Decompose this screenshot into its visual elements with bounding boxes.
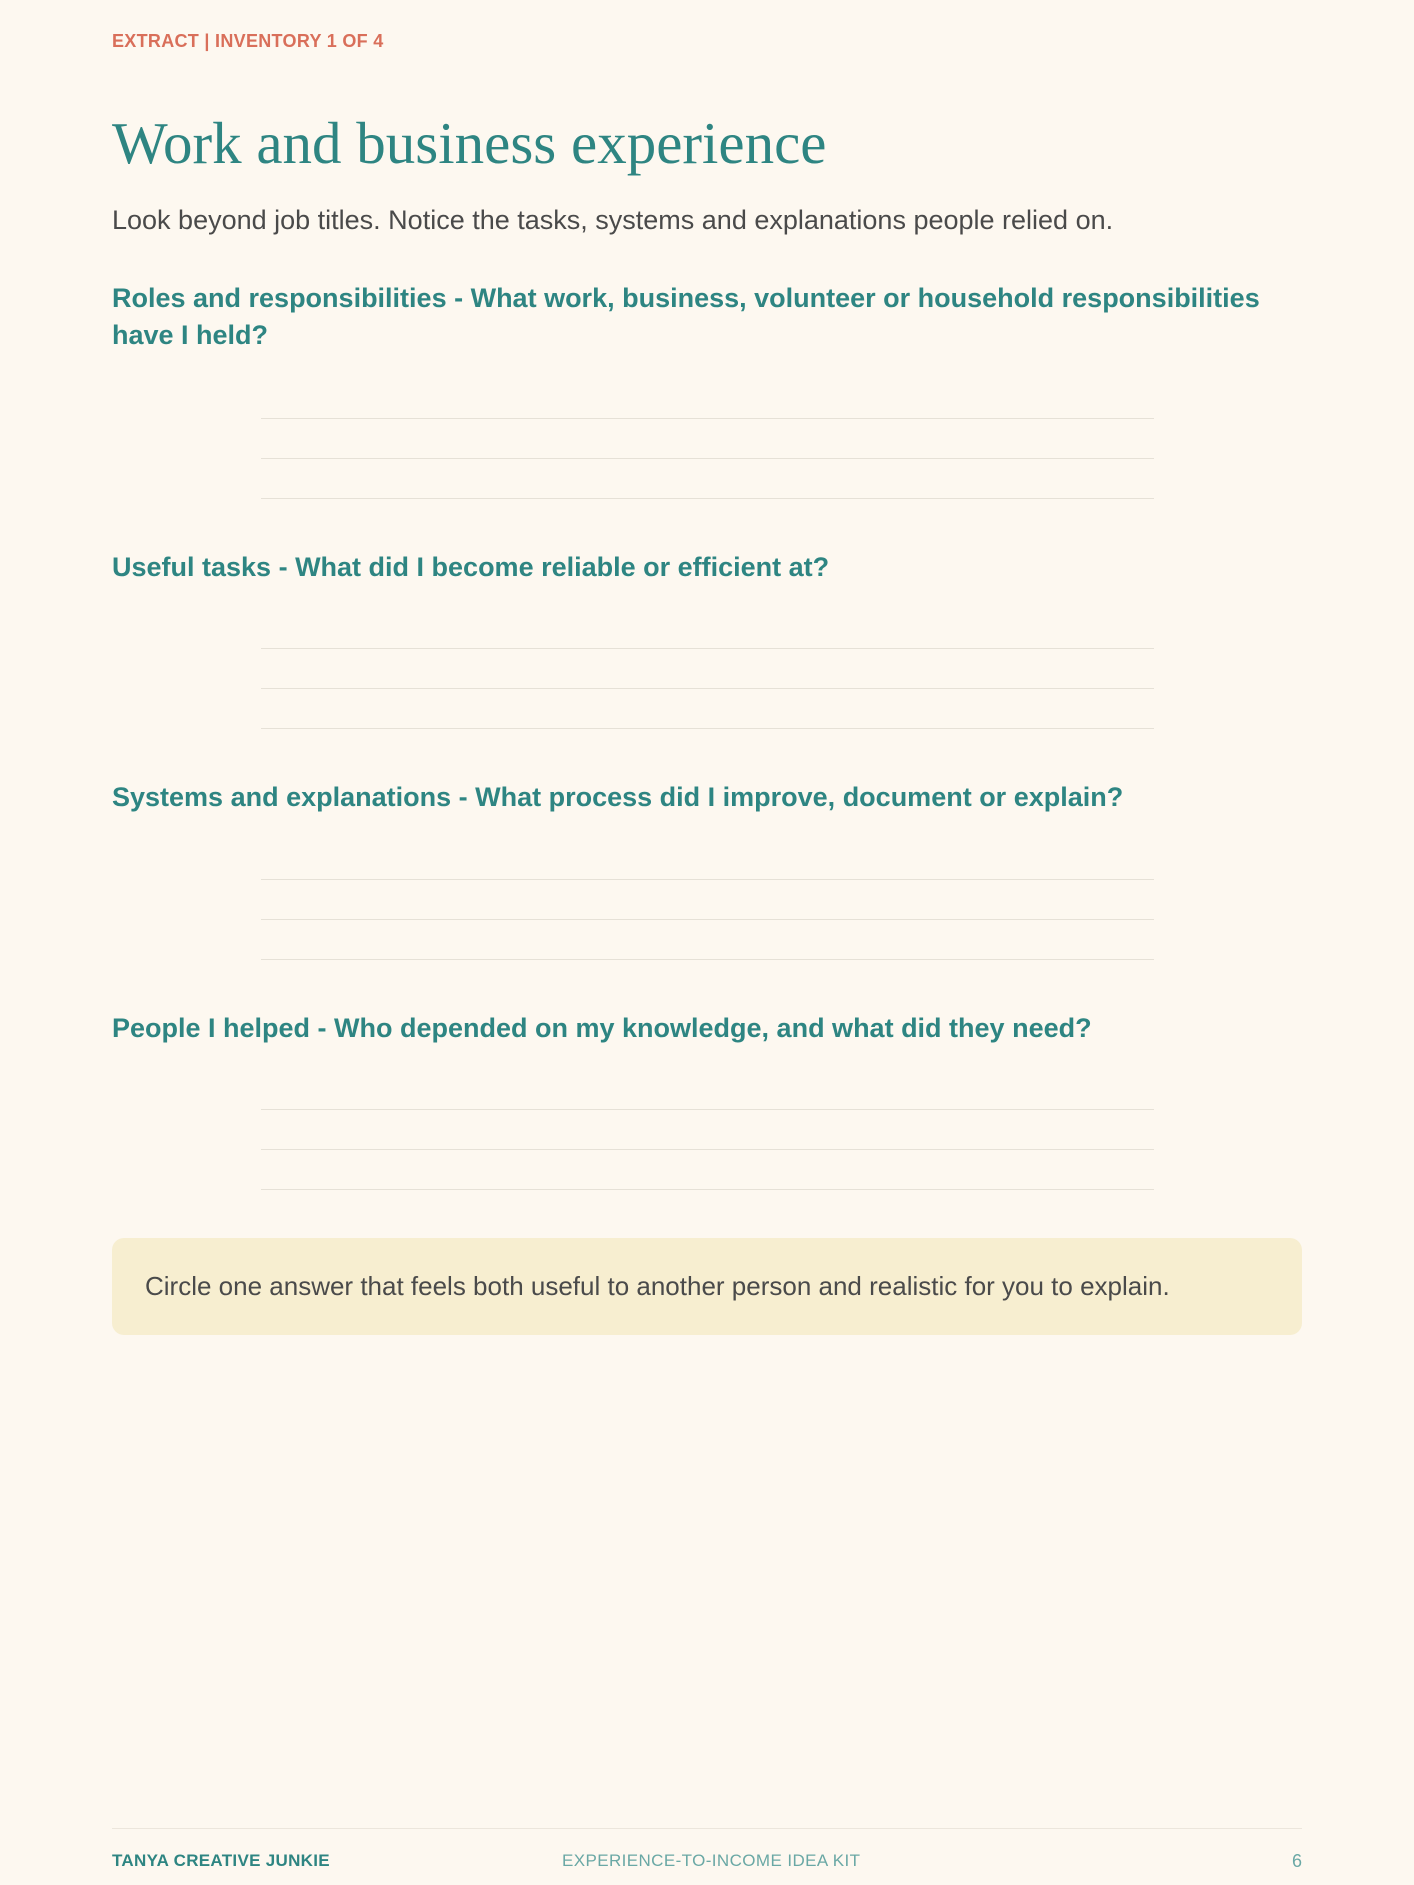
answer-line[interactable] [261,648,1154,649]
footer-divider [112,1828,1302,1829]
footer-kit-name: EXPERIENCE-TO-INCOME IDEA KIT [562,1851,861,1870]
page-title: Work and business experience [112,110,827,176]
answer-line[interactable] [261,879,1154,880]
section-heading: Systems and explanations - What process did I improve, document or explain? [112,782,1124,812]
answer-line[interactable] [261,498,1154,499]
answer-lines-roles [261,418,1154,538]
section-heading: Useful tasks - What did I become reliable or efficient at? [112,552,830,582]
section-useful-tasks [112,549,1302,586]
worksheet-page [112,0,1302,1885]
instruction-note [112,1238,1302,1335]
answer-line[interactable] [261,728,1154,729]
answer-line[interactable] [261,919,1154,920]
answer-line[interactable] [261,1109,1154,1110]
page-footer [112,1851,1302,1875]
answer-lines-people-helped [261,1109,1154,1229]
answer-lines-systems [261,879,1154,999]
page-subtitle: Look beyond job titles. Notice the tasks, systems and explanations people relied on. [112,205,1114,235]
page-number: 6 [1291,1851,1302,1871]
answer-line[interactable] [261,458,1154,459]
answer-line[interactable] [261,418,1154,419]
section-people-helped [112,1010,1302,1047]
answer-line[interactable] [261,959,1154,960]
answer-line[interactable] [261,1149,1154,1150]
instruction-note-text: Circle one answer that feels both useful to another person and realistic for you to explain. [145,1271,1170,1301]
answer-line[interactable] [261,688,1154,689]
footer-brand: TANYA CREATIVE JUNKIE [112,1851,330,1870]
section-roles [112,280,1302,354]
answer-line[interactable] [261,1189,1154,1190]
section-heading: People I helped - Who depended on my knowledge, and what did they need? [112,1013,1092,1043]
section-systems [112,779,1302,816]
section-eyebrow: EXTRACT | INVENTORY 1 OF 4 [112,31,384,51]
section-heading: Roles and responsibilities - What work, business, volunteer or household responsibilities have I held? [112,283,1260,350]
answer-lines-useful-tasks [261,648,1154,768]
